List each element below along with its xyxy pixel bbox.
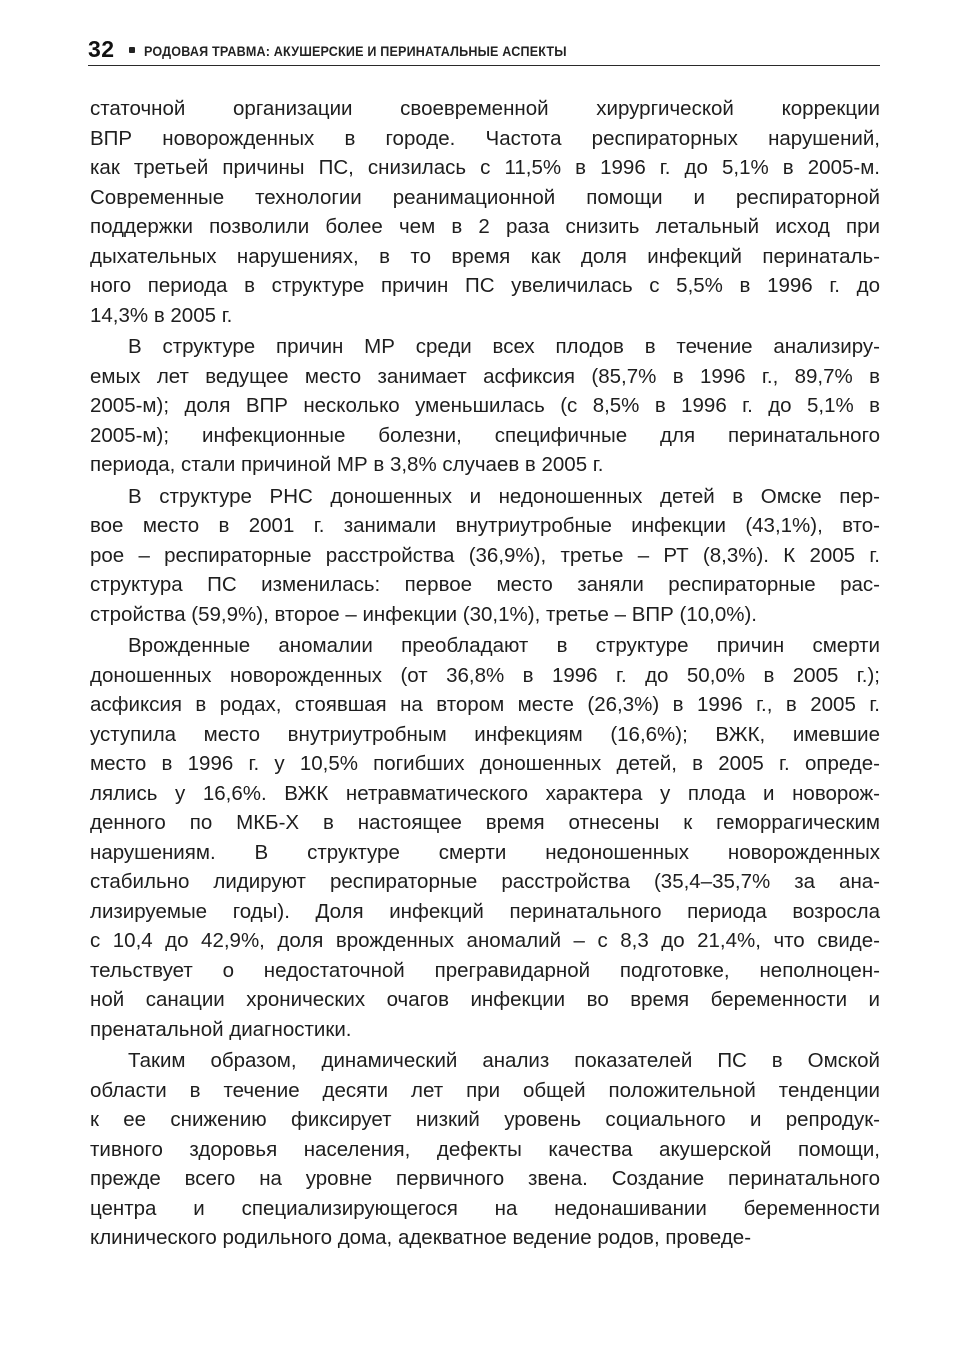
text-line: 14,3% в 2005 г. xyxy=(90,303,233,327)
text-line: структура ПС изменилась: первое место заняли респираторные рас- xyxy=(90,573,880,596)
text-line: место в 1996 г. у 10,5% погибших доношенных детей, в 2005 г. опреде- xyxy=(90,752,880,775)
text-line: стабильно лидируют респираторные расстройства (35,4–35,7% за ана- xyxy=(90,870,880,893)
text-line: как третьей причины ПС, снизилась с 11,5% в 1996 г. до 5,1% в 2005-м. xyxy=(90,156,880,179)
text-line: стройства (59,9%), второе – инфекции (30,1%), третье – ВПР (10,0%). xyxy=(90,602,758,626)
text-line: периода, стали причиной МР в 3,8% случаев в 2005 г. xyxy=(90,453,604,476)
text-line: В структуре причин МР среди всех плодов в течение анализиру- xyxy=(128,335,880,358)
text-line: емых лет ведущее место занимает асфиксия (85,7% в 1996 г., 89,7% в xyxy=(90,364,880,388)
text-line: лялись у 16,6%. ВЖК нетравматического характера у плода и новорож- xyxy=(90,781,880,805)
text-line: вое место в 2001 г. занимали внутриутробные инфекции (43,1%), вто- xyxy=(90,514,880,537)
running-title: РОДОВАЯ ТРАВМА: АКУШЕРСКИЕ И ПЕРИНАТАЛЬНЫЕ АСПЕКТЫ xyxy=(143,44,567,59)
running-header xyxy=(88,30,880,66)
text-line: к ее снижению фиксирует низкий уровень социального и репродук- xyxy=(90,1108,880,1131)
text-line: ного периода в структуре причин ПС увеличилась с 5,5% в 1996 г. до xyxy=(90,274,880,297)
text-line: уступила место внутриутробным инфекциям (16,6%); ВЖК, имевшие xyxy=(90,722,880,746)
paragraph xyxy=(90,94,880,330)
text-line: В структуре РНС доношенных и недоношенных детей в Омске пер- xyxy=(128,484,880,508)
text-line: тельствует о недостаточной прегравидарной подготовке, неполноцен- xyxy=(90,958,880,982)
text-line: 2005-м); инфекционные болезни, специфичные для перинатального xyxy=(90,423,880,447)
text-line: ной санации хронических очагов инфекции во время беременности и xyxy=(90,988,880,1011)
text-line: доношенных новорожденных (от 36,8% в 1996 г. до 50,0% в 2005 г.); xyxy=(90,663,880,687)
text-line: Таким образом, динамический анализ показателей ПС в Омской xyxy=(128,1049,880,1072)
text-line: дыхательных нарушениях, в то время как доля инфекций перинаталь- xyxy=(90,244,880,268)
text-line: денного по МКБ-Х в настоящее время отнесены к геморрагическим xyxy=(90,811,880,834)
text-line: рое – респираторные расстройства (36,9%), третье – РТ (8,3%). К 2005 г. xyxy=(90,543,880,567)
text-line: статочной организации своевременной хирургической коррекции xyxy=(90,97,880,120)
text-line: Современные технологии реанимационной помощи и респираторной xyxy=(90,185,880,209)
text-line: нарушениям. В структуре смерти недоношенных новорожденных xyxy=(90,840,880,864)
text-line: 2005-м); доля ВПР несколько уменьшилась (с 8,5% в 1996 г. до 5,1% в xyxy=(90,394,880,417)
body-text xyxy=(90,94,880,1253)
paragraph xyxy=(90,1046,880,1253)
text-line: пренатальной диагностики. xyxy=(90,1017,352,1041)
text-line: области в течение десяти лет при общей положительной тенденции xyxy=(90,1078,880,1102)
text-line: прежде всего на уровне первичного звена. Создание перинатального xyxy=(90,1167,880,1190)
text-line: поддержки позволили более чем в 2 раза снизить летальный исход при xyxy=(90,215,880,238)
paragraph xyxy=(90,482,880,630)
page-number: 32 xyxy=(88,36,115,62)
paragraph xyxy=(90,332,880,480)
text-line: тивного здоровья населения, дефекты качества акушерской помощи, xyxy=(90,1137,880,1161)
text-line: клинического родильного дома, адекватное ведение родов, проведе- xyxy=(90,1226,752,1249)
text-line: Врожденные аномалии преобладают в структуре причин смерти xyxy=(128,634,880,657)
text-line: асфиксия в родах, стоявшая на втором месте (26,3%) в 1996 г., в 2005 г. xyxy=(90,693,880,716)
text-line: центра и специализирующегося на недонашивании беременности xyxy=(90,1196,880,1220)
paragraph xyxy=(90,631,880,1044)
text-line: лизируемые годы). Доля инфекций перинатального периода возросла xyxy=(90,899,880,923)
header-bullet-icon xyxy=(129,47,135,53)
text-line: с 10,4 до 42,9%, доля врожденных аномалий – с 8,3 до 21,4%, что свиде- xyxy=(90,929,880,952)
text-line: ВПР новорожденных в городе. Частота респираторных нарушений, xyxy=(90,126,880,150)
